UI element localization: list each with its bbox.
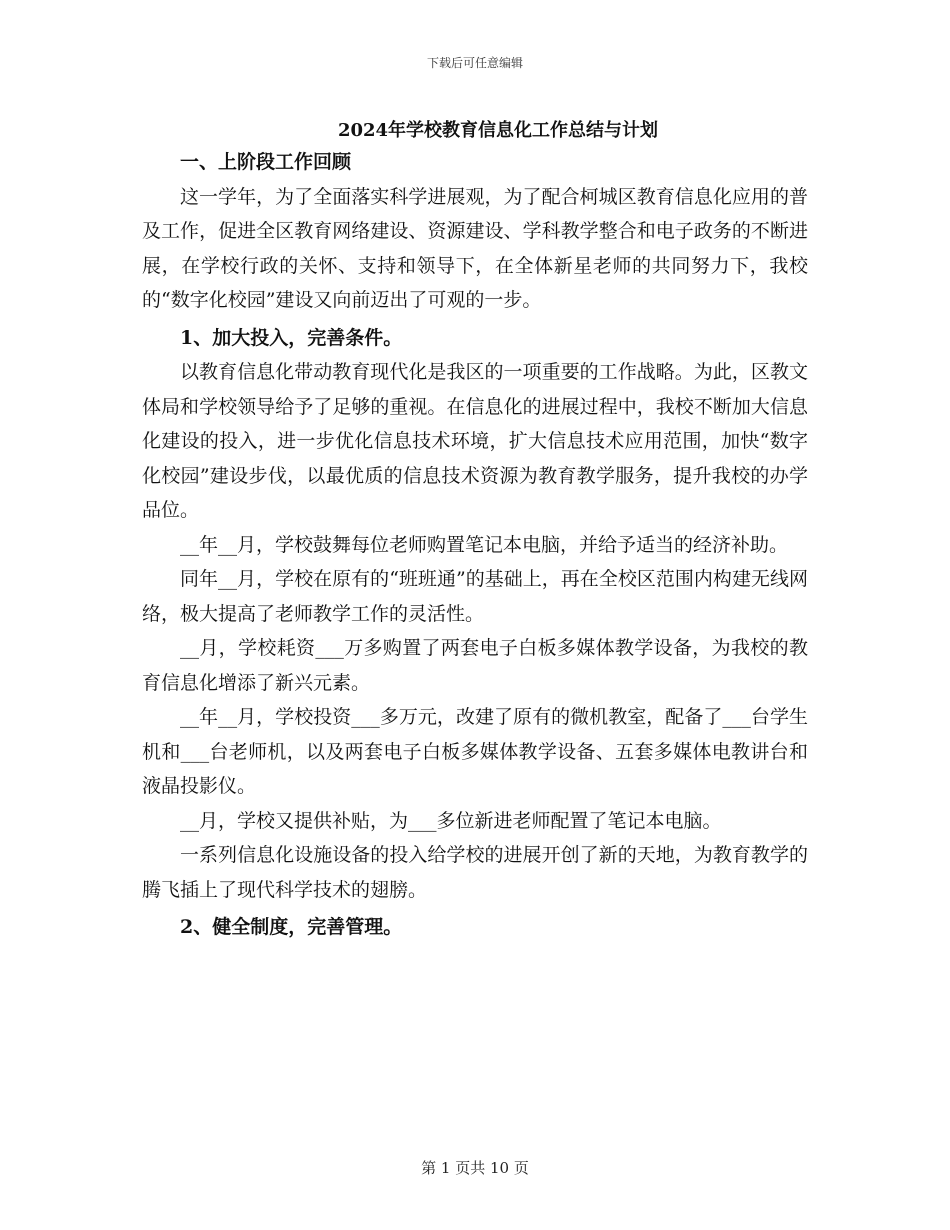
- paragraph-strategy: 以教育信息化带动教育现代化是我区的一项重要的工作战略。为此，区教文体局和学校领导给予了足够的重视。在信息化的进展过程中，我校不断加大信息化建设的投入，进一步优化信息技术环境，扩大信息技术应用范围，加快“数字化校园”建设步伐，以最优质的信息技术资源为教育教学服务，提升我校的办学品位。: [142, 361, 808, 521]
- section-heading-review: 一、上阶段工作回顾: [180, 151, 352, 173]
- page-header-note: 下载后可任意编辑: [426, 56, 523, 70]
- subheading-investment: 1、加大投入，完善条件。: [180, 326, 403, 349]
- paragraph-whiteboards: __月，学校耗资___万多购置了两套电子白板多媒体教学设备，为我校的教育信息化增添了新兴元素。: [142, 637, 808, 694]
- paragraph-computer-lab: __年__月，学校投资___多万元，改建了原有的微机教室，配备了___台学生机和___台老师机，以及两套电子白板多媒体教学设备、五套多媒体电教讲台和液晶投影仪。: [142, 706, 808, 797]
- paragraph-laptops: __年__月，学校鼓舞每位老师购置笔记本电脑，并给予适当的经济补助。: [180, 533, 789, 556]
- subheading-management: 2、健全制度，完善管理。: [180, 916, 403, 938]
- paragraph-summary: 一系列信息化设施设备的投入给学校的进展开创了新的天地，为教育教学的腾飞插上了现代科学技术的翅膀。: [142, 844, 808, 901]
- paragraph-wireless: 同年__月，学校在原有的“班班通”的基础上，再在全校区范围内构建无线网络，极大提高了老师教学工作的灵活性。: [142, 568, 808, 625]
- page-number: 第 1 页共 10 页: [421, 1159, 529, 1177]
- paragraph-intro: 这一学年，为了全面落实科学进展观，为了配合柯城区教育信息化应用的普及工作，促进全区教育网络建设、资源建设、学科教学整合和电子政务的不断进展，在学校行政的关怀、支持和领导下，在全体新星老师的共同努力下，我校的“数字化校园”建设又向前迈出了可观的一步。: [142, 185, 808, 311]
- paragraph-subsidy: __月，学校又提供补贴，为___多位新进老师配置了笔记本电脑。: [180, 809, 722, 832]
- document-title: 2024年学校教育信息化工作总结与计划: [337, 120, 659, 141]
- document-body: [142, 145, 808, 945]
